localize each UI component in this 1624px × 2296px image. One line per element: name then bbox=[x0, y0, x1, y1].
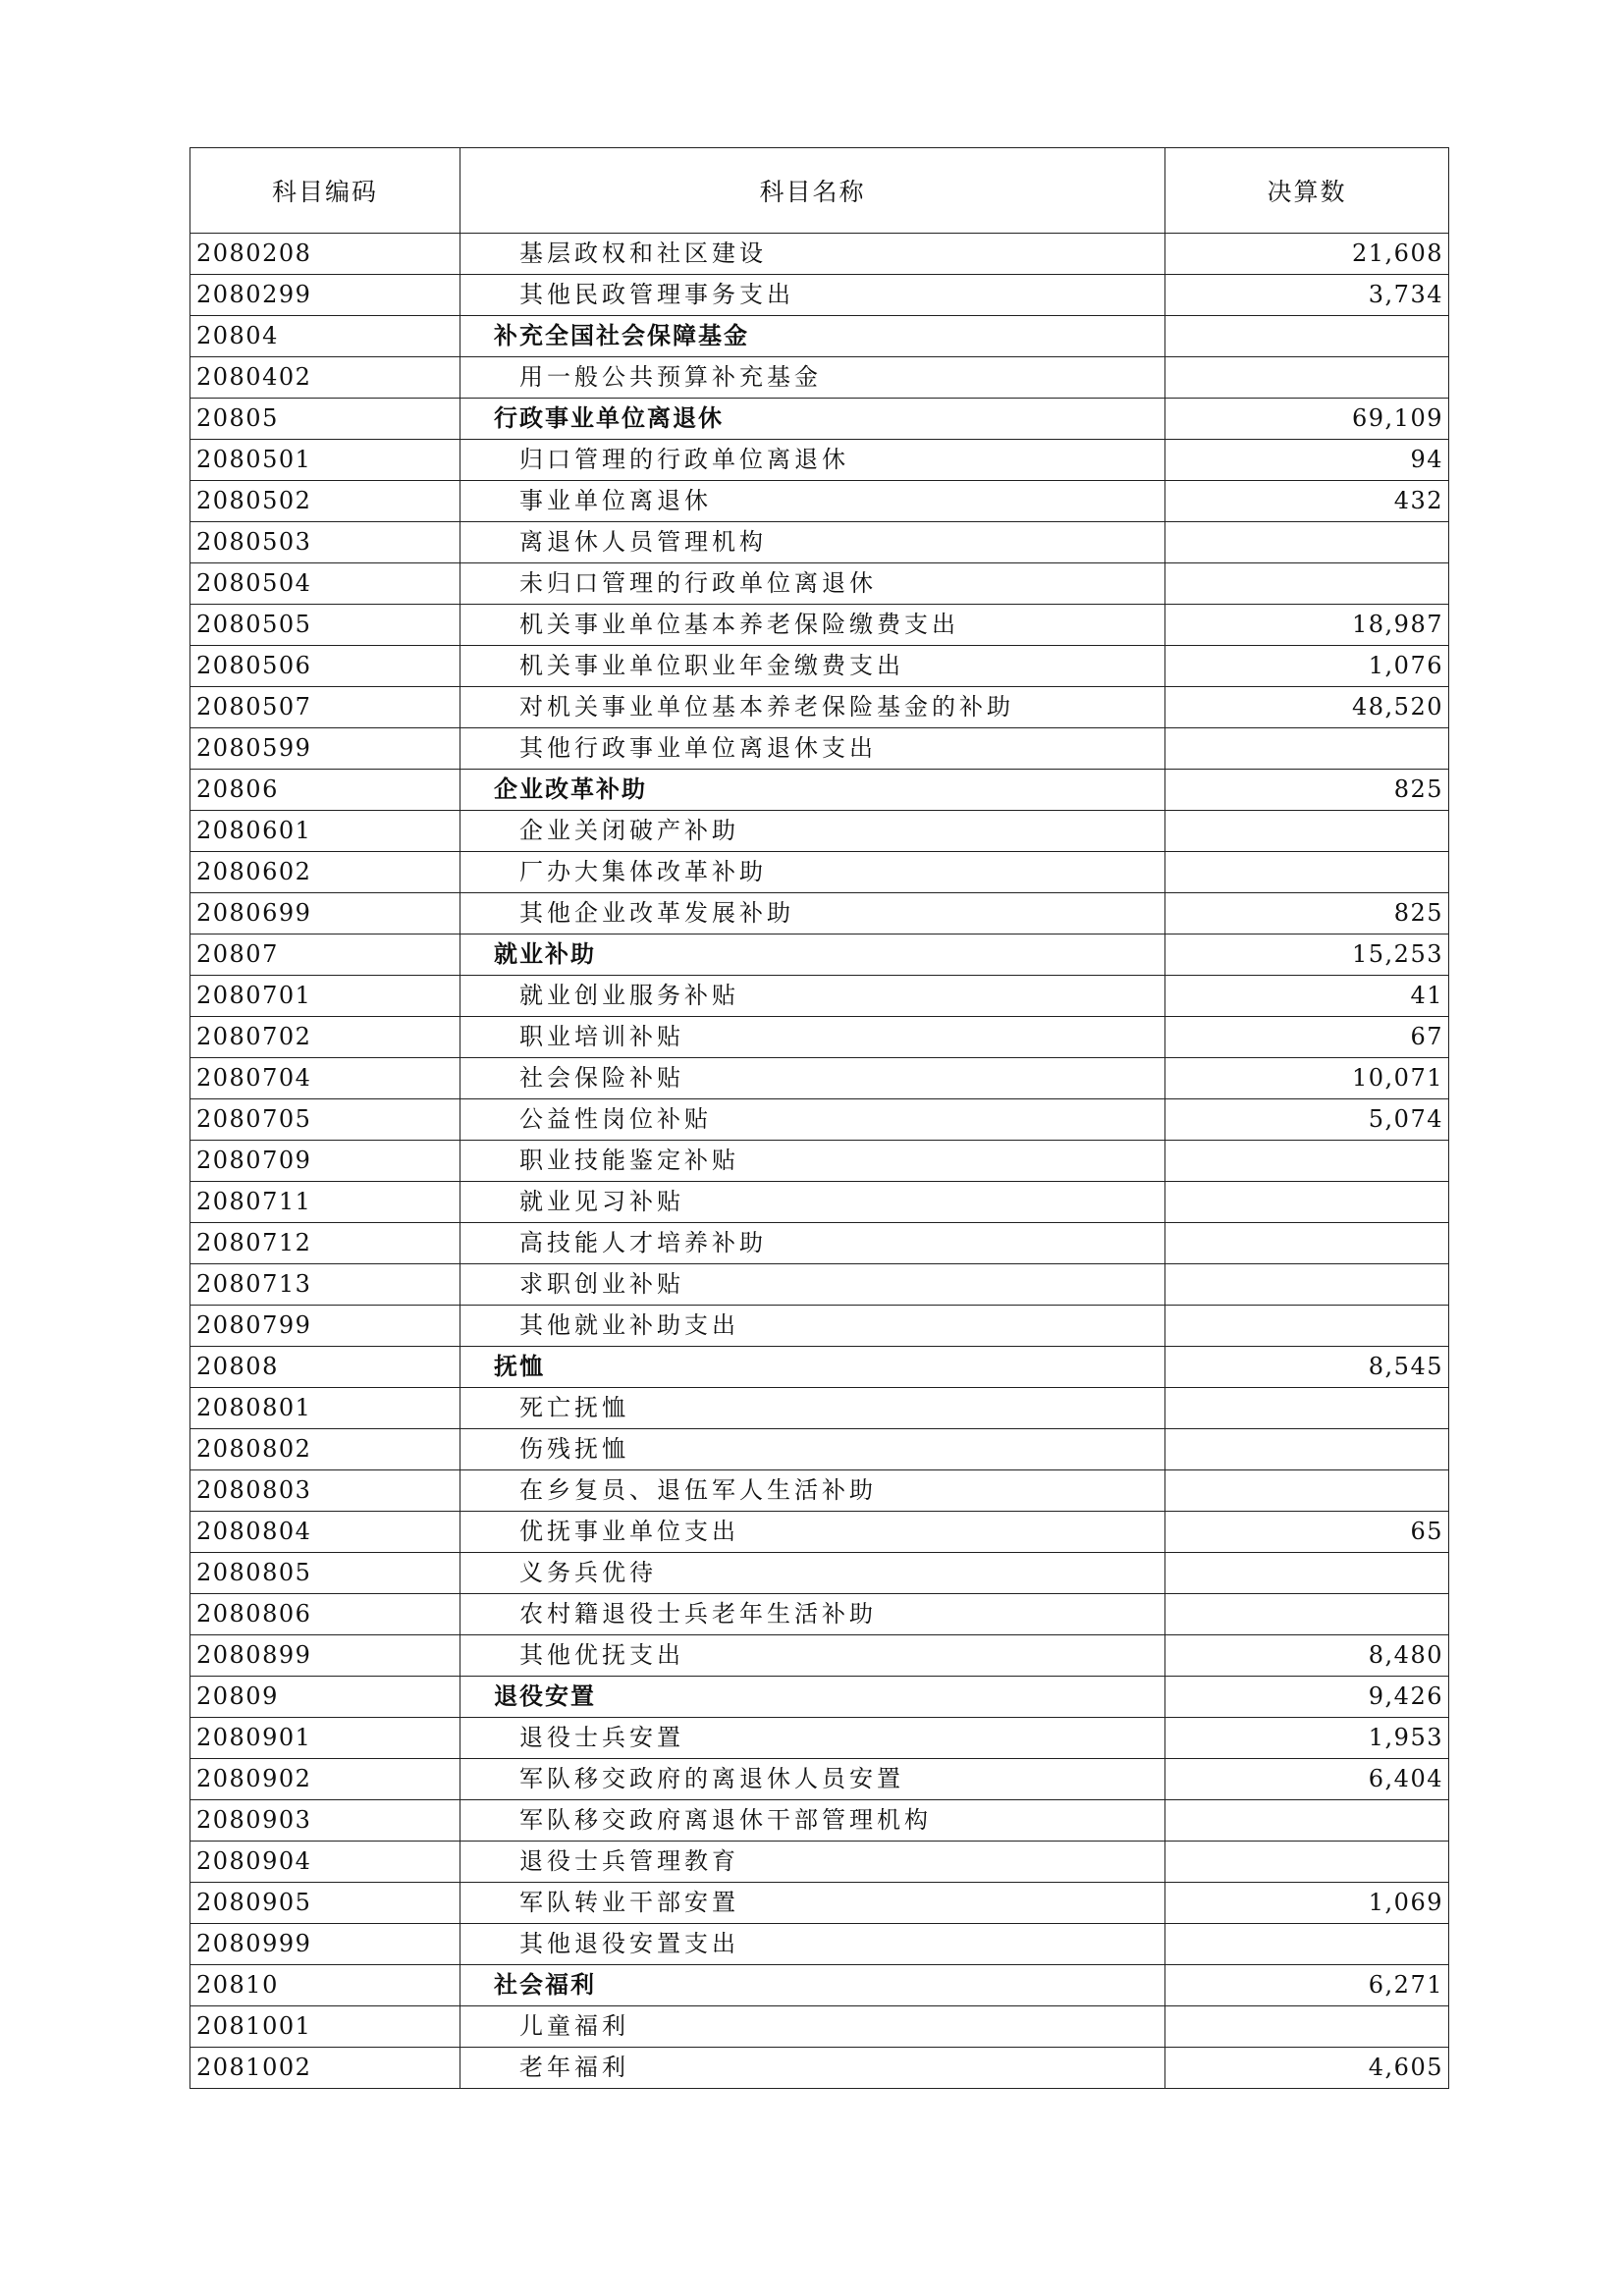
row-amount: 15,253 bbox=[1165, 934, 1449, 976]
row-amount: 21,608 bbox=[1165, 234, 1449, 275]
row-code: 2080905 bbox=[190, 1883, 460, 1924]
row-name: 职业技能鉴定补贴 bbox=[460, 1141, 1165, 1182]
row-code: 2080804 bbox=[190, 1512, 460, 1553]
row-amount: 1,069 bbox=[1165, 1883, 1449, 1924]
row-amount: 1,953 bbox=[1165, 1718, 1449, 1759]
row-code: 2080712 bbox=[190, 1223, 460, 1264]
row-name: 伤残抚恤 bbox=[460, 1429, 1165, 1470]
header-name: 科目名称 bbox=[460, 148, 1165, 234]
row-name: 行政事业单位离退休 bbox=[460, 399, 1165, 440]
row-amount bbox=[1165, 1264, 1449, 1306]
row-name: 农村籍退役士兵老年生活补助 bbox=[460, 1594, 1165, 1635]
category-row bbox=[190, 316, 1449, 357]
row-amount: 825 bbox=[1165, 770, 1449, 811]
row-code: 2080799 bbox=[190, 1306, 460, 1347]
row-amount: 4,605 bbox=[1165, 2048, 1449, 2089]
row-code: 2080999 bbox=[190, 1924, 460, 1965]
row-name: 机关事业单位基本养老保险缴费支出 bbox=[460, 605, 1165, 646]
row-name: 军队移交政府的离退休人员安置 bbox=[460, 1759, 1165, 1800]
row-code: 2080803 bbox=[190, 1470, 460, 1512]
row-name: 离退休人员管理机构 bbox=[460, 522, 1165, 563]
row-name: 事业单位离退休 bbox=[460, 481, 1165, 522]
row-amount bbox=[1165, 1182, 1449, 1223]
row-amount: 48,520 bbox=[1165, 687, 1449, 728]
table-row bbox=[190, 563, 1449, 605]
row-name: 机关事业单位职业年金缴费支出 bbox=[460, 646, 1165, 687]
row-amount: 1,076 bbox=[1165, 646, 1449, 687]
row-code: 2080501 bbox=[190, 440, 460, 481]
row-name: 企业关闭破产补助 bbox=[460, 811, 1165, 852]
row-name: 用一般公共预算补充基金 bbox=[460, 357, 1165, 399]
row-name: 未归口管理的行政单位离退休 bbox=[460, 563, 1165, 605]
row-amount bbox=[1165, 852, 1449, 893]
row-name: 死亡抚恤 bbox=[460, 1388, 1165, 1429]
row-name: 对机关事业单位基本养老保险基金的补助 bbox=[460, 687, 1165, 728]
row-amount: 432 bbox=[1165, 481, 1449, 522]
table-row bbox=[190, 976, 1449, 1017]
header-amount: 决算数 bbox=[1165, 148, 1449, 234]
table-row bbox=[190, 893, 1449, 934]
row-name: 就业创业服务补贴 bbox=[460, 976, 1165, 1017]
row-code: 2080299 bbox=[190, 275, 460, 316]
row-amount: 3,734 bbox=[1165, 275, 1449, 316]
category-row bbox=[190, 1965, 1449, 2006]
row-code: 2080711 bbox=[190, 1182, 460, 1223]
row-amount bbox=[1165, 563, 1449, 605]
row-code: 2080904 bbox=[190, 1842, 460, 1883]
row-name: 军队转业干部安置 bbox=[460, 1883, 1165, 1924]
row-code: 2080502 bbox=[190, 481, 460, 522]
row-amount bbox=[1165, 1594, 1449, 1635]
table-row bbox=[190, 481, 1449, 522]
table-row bbox=[190, 1800, 1449, 1842]
row-code: 2080806 bbox=[190, 1594, 460, 1635]
row-amount bbox=[1165, 728, 1449, 770]
row-code: 2080507 bbox=[190, 687, 460, 728]
row-name: 其他民政管理事务支出 bbox=[460, 275, 1165, 316]
row-name: 补充全国社会保障基金 bbox=[460, 316, 1165, 357]
category-row bbox=[190, 1677, 1449, 1718]
row-name: 抚恤 bbox=[460, 1347, 1165, 1388]
row-code: 20810 bbox=[190, 1965, 460, 2006]
table-row bbox=[190, 1883, 1449, 1924]
row-name: 求职创业补贴 bbox=[460, 1264, 1165, 1306]
table-body bbox=[190, 234, 1449, 2089]
row-code: 2080402 bbox=[190, 357, 460, 399]
row-code: 2080505 bbox=[190, 605, 460, 646]
row-name: 归口管理的行政单位离退休 bbox=[460, 440, 1165, 481]
row-amount: 825 bbox=[1165, 893, 1449, 934]
row-amount bbox=[1165, 357, 1449, 399]
row-code: 2080903 bbox=[190, 1800, 460, 1842]
row-name: 社会保险补贴 bbox=[460, 1058, 1165, 1099]
row-name: 高技能人才培养补助 bbox=[460, 1223, 1165, 1264]
table-row bbox=[190, 811, 1449, 852]
row-code: 2080901 bbox=[190, 1718, 460, 1759]
table-row bbox=[190, 728, 1449, 770]
row-amount bbox=[1165, 1470, 1449, 1512]
table-row bbox=[190, 1429, 1449, 1470]
row-amount bbox=[1165, 1223, 1449, 1264]
table-row bbox=[190, 1058, 1449, 1099]
table-row bbox=[190, 852, 1449, 893]
table-row bbox=[190, 1924, 1449, 1965]
table-row bbox=[190, 1306, 1449, 1347]
row-amount bbox=[1165, 1842, 1449, 1883]
table-row bbox=[190, 2048, 1449, 2089]
row-name: 公益性岗位补贴 bbox=[460, 1099, 1165, 1141]
table-row bbox=[190, 234, 1449, 275]
table-row bbox=[190, 1470, 1449, 1512]
row-code: 2080902 bbox=[190, 1759, 460, 1800]
table-row bbox=[190, 646, 1449, 687]
category-row bbox=[190, 934, 1449, 976]
row-name: 其他退役安置支出 bbox=[460, 1924, 1165, 1965]
row-amount bbox=[1165, 1800, 1449, 1842]
row-name: 在乡复员、退伍军人生活补助 bbox=[460, 1470, 1165, 1512]
row-amount: 8,545 bbox=[1165, 1347, 1449, 1388]
category-row bbox=[190, 399, 1449, 440]
row-code: 20807 bbox=[190, 934, 460, 976]
row-code: 2081002 bbox=[190, 2048, 460, 2089]
row-amount bbox=[1165, 2006, 1449, 2048]
row-amount: 6,404 bbox=[1165, 1759, 1449, 1800]
row-amount: 8,480 bbox=[1165, 1635, 1449, 1677]
row-amount: 94 bbox=[1165, 440, 1449, 481]
row-name: 就业见习补贴 bbox=[460, 1182, 1165, 1223]
row-name: 厂办大集体改革补助 bbox=[460, 852, 1165, 893]
header-row bbox=[190, 148, 1449, 234]
row-name: 基层政权和社区建设 bbox=[460, 234, 1165, 275]
header-code: 科目编码 bbox=[190, 148, 460, 234]
row-amount: 9,426 bbox=[1165, 1677, 1449, 1718]
category-row bbox=[190, 770, 1449, 811]
row-code: 2080699 bbox=[190, 893, 460, 934]
row-code: 2080801 bbox=[190, 1388, 460, 1429]
row-amount: 18,987 bbox=[1165, 605, 1449, 646]
table-row bbox=[190, 1223, 1449, 1264]
table-row bbox=[190, 1718, 1449, 1759]
row-name: 退役士兵安置 bbox=[460, 1718, 1165, 1759]
row-code: 2081001 bbox=[190, 2006, 460, 2048]
row-code: 20806 bbox=[190, 770, 460, 811]
row-name: 退役士兵管理教育 bbox=[460, 1842, 1165, 1883]
row-amount bbox=[1165, 1388, 1449, 1429]
row-name: 职业培训补贴 bbox=[460, 1017, 1165, 1058]
row-amount: 41 bbox=[1165, 976, 1449, 1017]
row-name: 其他企业改革发展补助 bbox=[460, 893, 1165, 934]
row-amount bbox=[1165, 1553, 1449, 1594]
row-name: 义务兵优待 bbox=[460, 1553, 1165, 1594]
row-amount bbox=[1165, 522, 1449, 563]
row-code: 20805 bbox=[190, 399, 460, 440]
row-code: 20809 bbox=[190, 1677, 460, 1718]
row-amount bbox=[1165, 1429, 1449, 1470]
table-row bbox=[190, 522, 1449, 563]
row-name: 老年福利 bbox=[460, 2048, 1165, 2089]
row-code: 2080709 bbox=[190, 1141, 460, 1182]
row-code: 20804 bbox=[190, 316, 460, 357]
row-name: 社会福利 bbox=[460, 1965, 1165, 2006]
row-name: 其他就业补助支出 bbox=[460, 1306, 1165, 1347]
row-amount: 6,271 bbox=[1165, 1965, 1449, 2006]
table-row bbox=[190, 275, 1449, 316]
table-row bbox=[190, 357, 1449, 399]
table-row bbox=[190, 1182, 1449, 1223]
row-code: 2080503 bbox=[190, 522, 460, 563]
row-code: 2080805 bbox=[190, 1553, 460, 1594]
row-name: 退役安置 bbox=[460, 1677, 1165, 1718]
table-row bbox=[190, 1388, 1449, 1429]
row-code: 2080702 bbox=[190, 1017, 460, 1058]
row-amount bbox=[1165, 316, 1449, 357]
row-code: 2080601 bbox=[190, 811, 460, 852]
row-name: 儿童福利 bbox=[460, 2006, 1165, 2048]
row-amount bbox=[1165, 1306, 1449, 1347]
row-code: 2080701 bbox=[190, 976, 460, 1017]
table-row bbox=[190, 1759, 1449, 1800]
row-code: 2080208 bbox=[190, 234, 460, 275]
row-name: 就业补助 bbox=[460, 934, 1165, 976]
row-name: 军队移交政府离退休干部管理机构 bbox=[460, 1800, 1165, 1842]
table-row bbox=[190, 1264, 1449, 1306]
row-name: 企业改革补助 bbox=[460, 770, 1165, 811]
row-name: 其他行政事业单位离退休支出 bbox=[460, 728, 1165, 770]
row-code: 2080506 bbox=[190, 646, 460, 687]
table-row bbox=[190, 1635, 1449, 1677]
row-code: 2080704 bbox=[190, 1058, 460, 1099]
row-code: 2080713 bbox=[190, 1264, 460, 1306]
row-amount: 69,109 bbox=[1165, 399, 1449, 440]
row-amount bbox=[1165, 1924, 1449, 1965]
table-row bbox=[190, 1512, 1449, 1553]
budget-table bbox=[189, 147, 1449, 2089]
row-code: 2080899 bbox=[190, 1635, 460, 1677]
table-row bbox=[190, 1594, 1449, 1635]
table-row bbox=[190, 687, 1449, 728]
table-header bbox=[190, 148, 1449, 234]
row-code: 2080705 bbox=[190, 1099, 460, 1141]
row-code: 20808 bbox=[190, 1347, 460, 1388]
row-code: 2080504 bbox=[190, 563, 460, 605]
row-code: 2080802 bbox=[190, 1429, 460, 1470]
table-row bbox=[190, 1842, 1449, 1883]
row-amount: 10,071 bbox=[1165, 1058, 1449, 1099]
table-row bbox=[190, 1553, 1449, 1594]
row-name: 优抚事业单位支出 bbox=[460, 1512, 1165, 1553]
table-row bbox=[190, 1017, 1449, 1058]
row-amount: 5,074 bbox=[1165, 1099, 1449, 1141]
row-amount bbox=[1165, 811, 1449, 852]
row-code: 2080599 bbox=[190, 728, 460, 770]
row-amount: 67 bbox=[1165, 1017, 1449, 1058]
row-amount bbox=[1165, 1141, 1449, 1182]
table-row bbox=[190, 605, 1449, 646]
table-row bbox=[190, 1099, 1449, 1141]
table-row bbox=[190, 2006, 1449, 2048]
row-code: 2080602 bbox=[190, 852, 460, 893]
table-row bbox=[190, 1141, 1449, 1182]
row-amount: 65 bbox=[1165, 1512, 1449, 1553]
category-row bbox=[190, 1347, 1449, 1388]
table-row bbox=[190, 440, 1449, 481]
row-name: 其他优抚支出 bbox=[460, 1635, 1165, 1677]
